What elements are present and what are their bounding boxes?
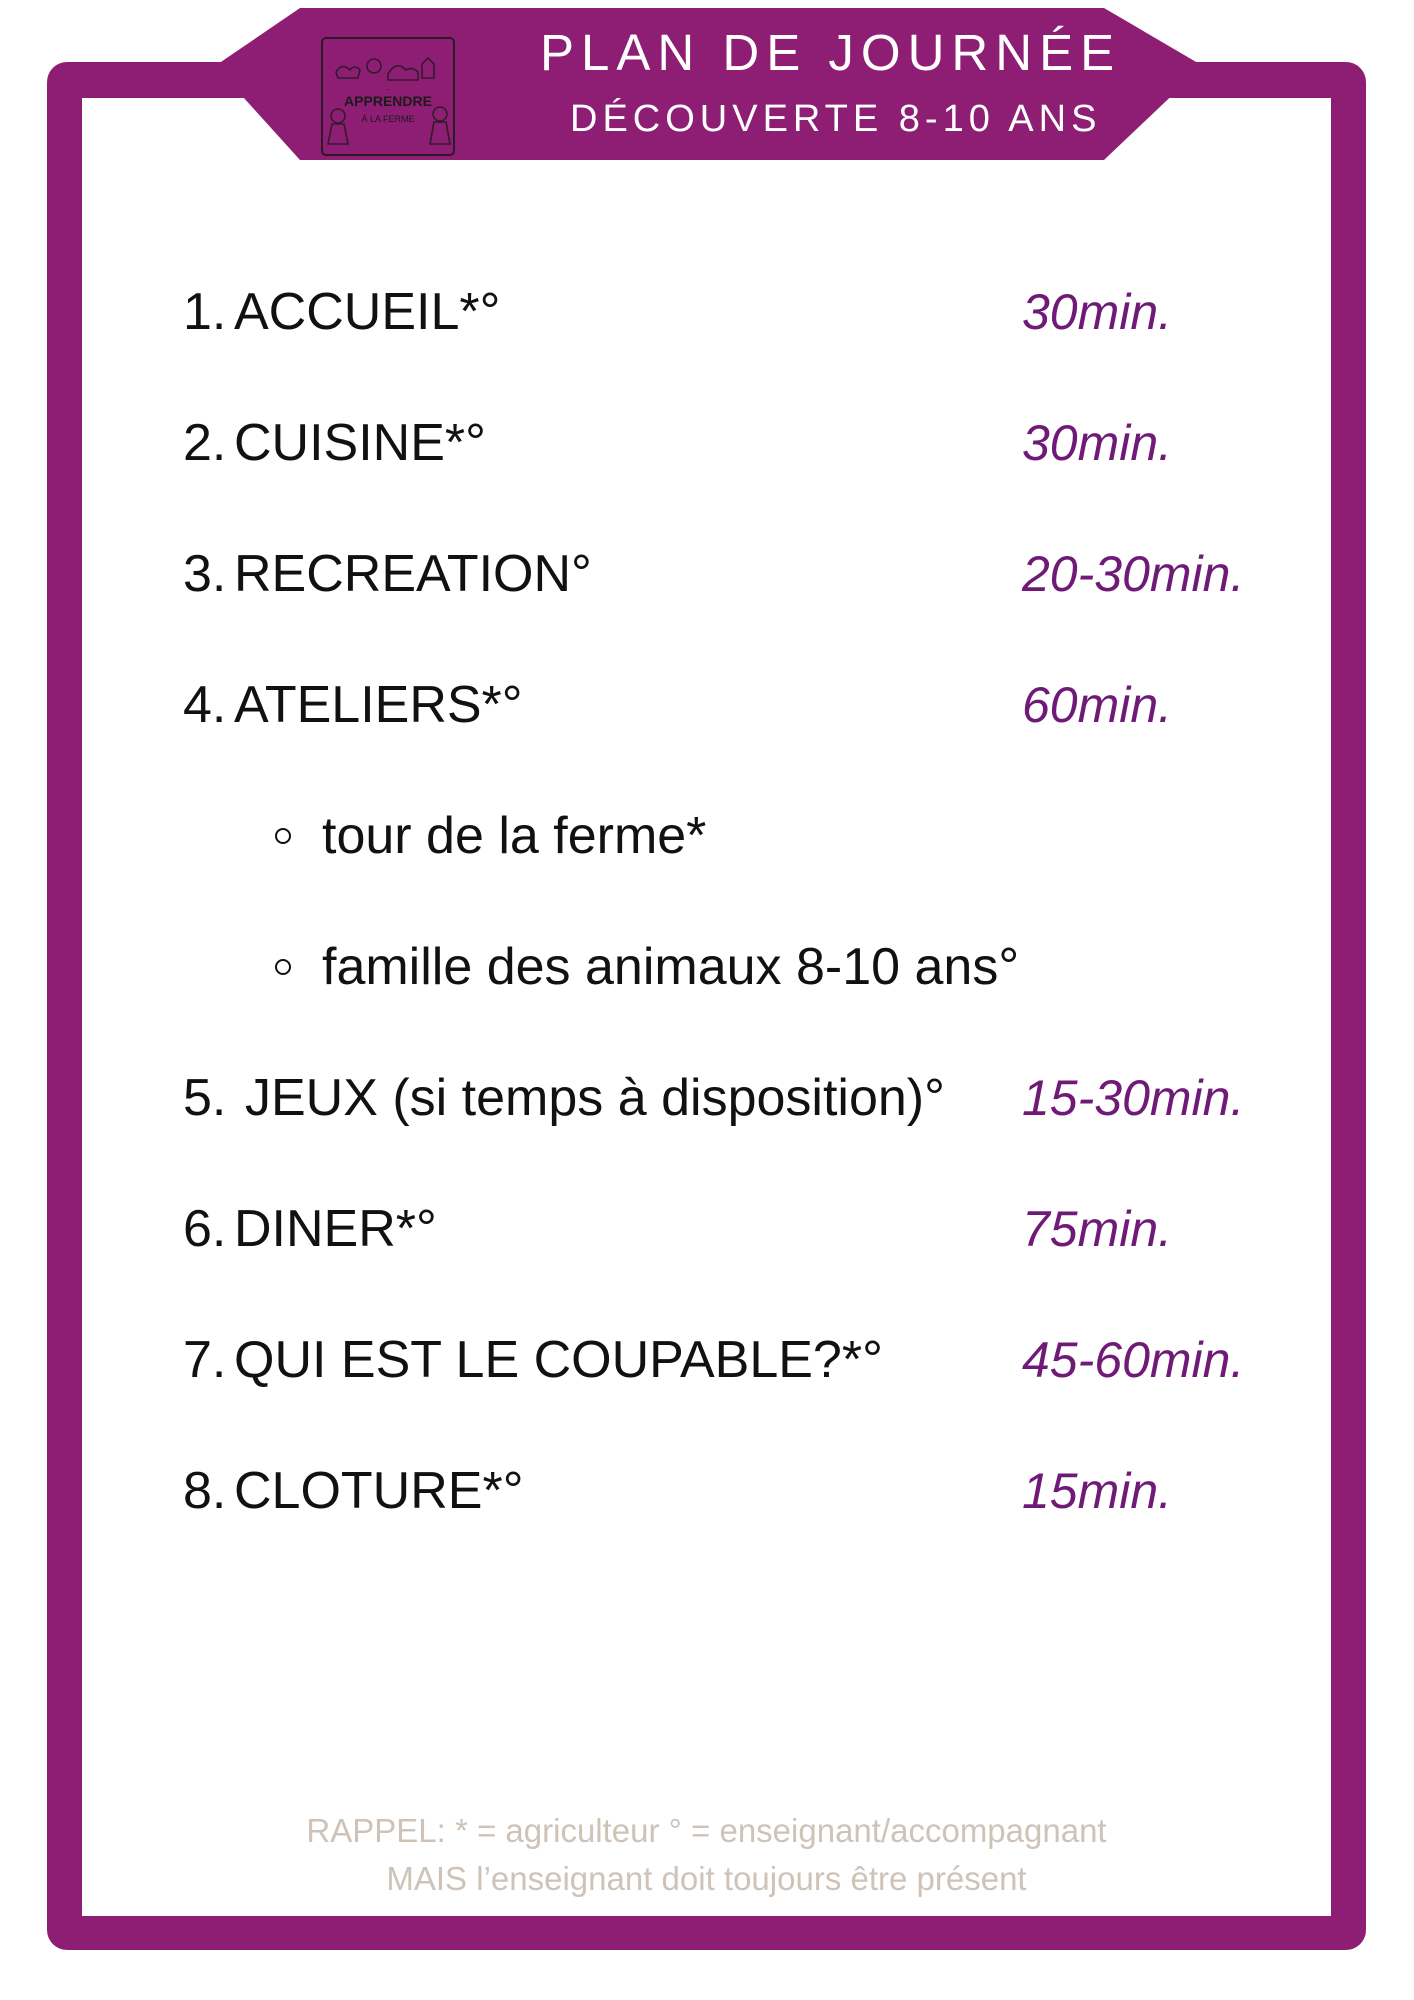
schedule-item [0, 403, 1414, 483]
item-label: DINER*° [234, 1200, 437, 1258]
sub-item-label: tour de la ferme* [322, 807, 707, 865]
item-label: JEUX (si temps à disposition)° [245, 1069, 945, 1127]
farm-logo-icon [318, 34, 458, 159]
sub-item-label: famille des animaux 8-10 ans° [322, 938, 1020, 996]
item-label: ATELIERS*° [234, 676, 523, 734]
item-duration: 15min. [1022, 1463, 1173, 1519]
item-label: CLOTURE*° [234, 1462, 524, 1520]
schedule-item [0, 272, 1414, 352]
logo-top-text: ... [385, 86, 391, 92]
item-label: QUI EST LE COUPABLE?*° [234, 1331, 883, 1389]
logo-brand-line2: À LA FERME [361, 114, 415, 124]
item-number: 2. [183, 414, 227, 472]
reminder-note-line2: MAIS l’enseignant doit toujours être présent [386, 1860, 1027, 1897]
page-title: PLAN DE JOURNÉE [540, 24, 1122, 81]
item-number: 8. [183, 1462, 227, 1520]
item-number: 3. [183, 545, 227, 603]
schedule-item [0, 665, 1414, 745]
schedule-item [0, 1320, 1414, 1400]
item-number: 4. [183, 676, 227, 734]
item-number: 6. [183, 1200, 227, 1258]
sub-item [0, 927, 1414, 1007]
item-duration: 30min. [1022, 415, 1173, 471]
sub-item [0, 796, 1414, 876]
item-number: 1. [183, 283, 227, 341]
page-subtitle: DÉCOUVERTE 8-10 ANS [570, 98, 1102, 140]
logo-brand-line1: APPRENDRE [344, 93, 432, 109]
item-number: 5. [183, 1069, 227, 1127]
circle-bullet-icon [275, 959, 291, 975]
item-duration: 20-30min. [1022, 546, 1245, 602]
logo [318, 34, 458, 159]
schedule-item [0, 534, 1414, 614]
item-label: ACCUEIL*° [234, 283, 501, 341]
item-duration: 60min. [1022, 677, 1173, 733]
item-duration: 45-60min. [1022, 1332, 1245, 1388]
content-panel [82, 98, 1331, 1916]
item-duration: 30min. [1022, 284, 1173, 340]
item-duration: 15-30min. [1022, 1070, 1245, 1126]
item-label: RECREATION° [234, 545, 592, 603]
schedule-item [0, 1058, 1414, 1138]
reminder-note-line1: RAPPEL: * = agriculteur ° = enseignant/accompagnant [306, 1812, 1107, 1849]
schedule-item [0, 1189, 1414, 1269]
item-duration: 75min. [1022, 1201, 1173, 1257]
item-number: 7. [183, 1331, 227, 1389]
schedule-item [0, 1451, 1414, 1531]
item-label: CUISINE*° [234, 414, 486, 472]
circle-bullet-icon [275, 828, 291, 844]
